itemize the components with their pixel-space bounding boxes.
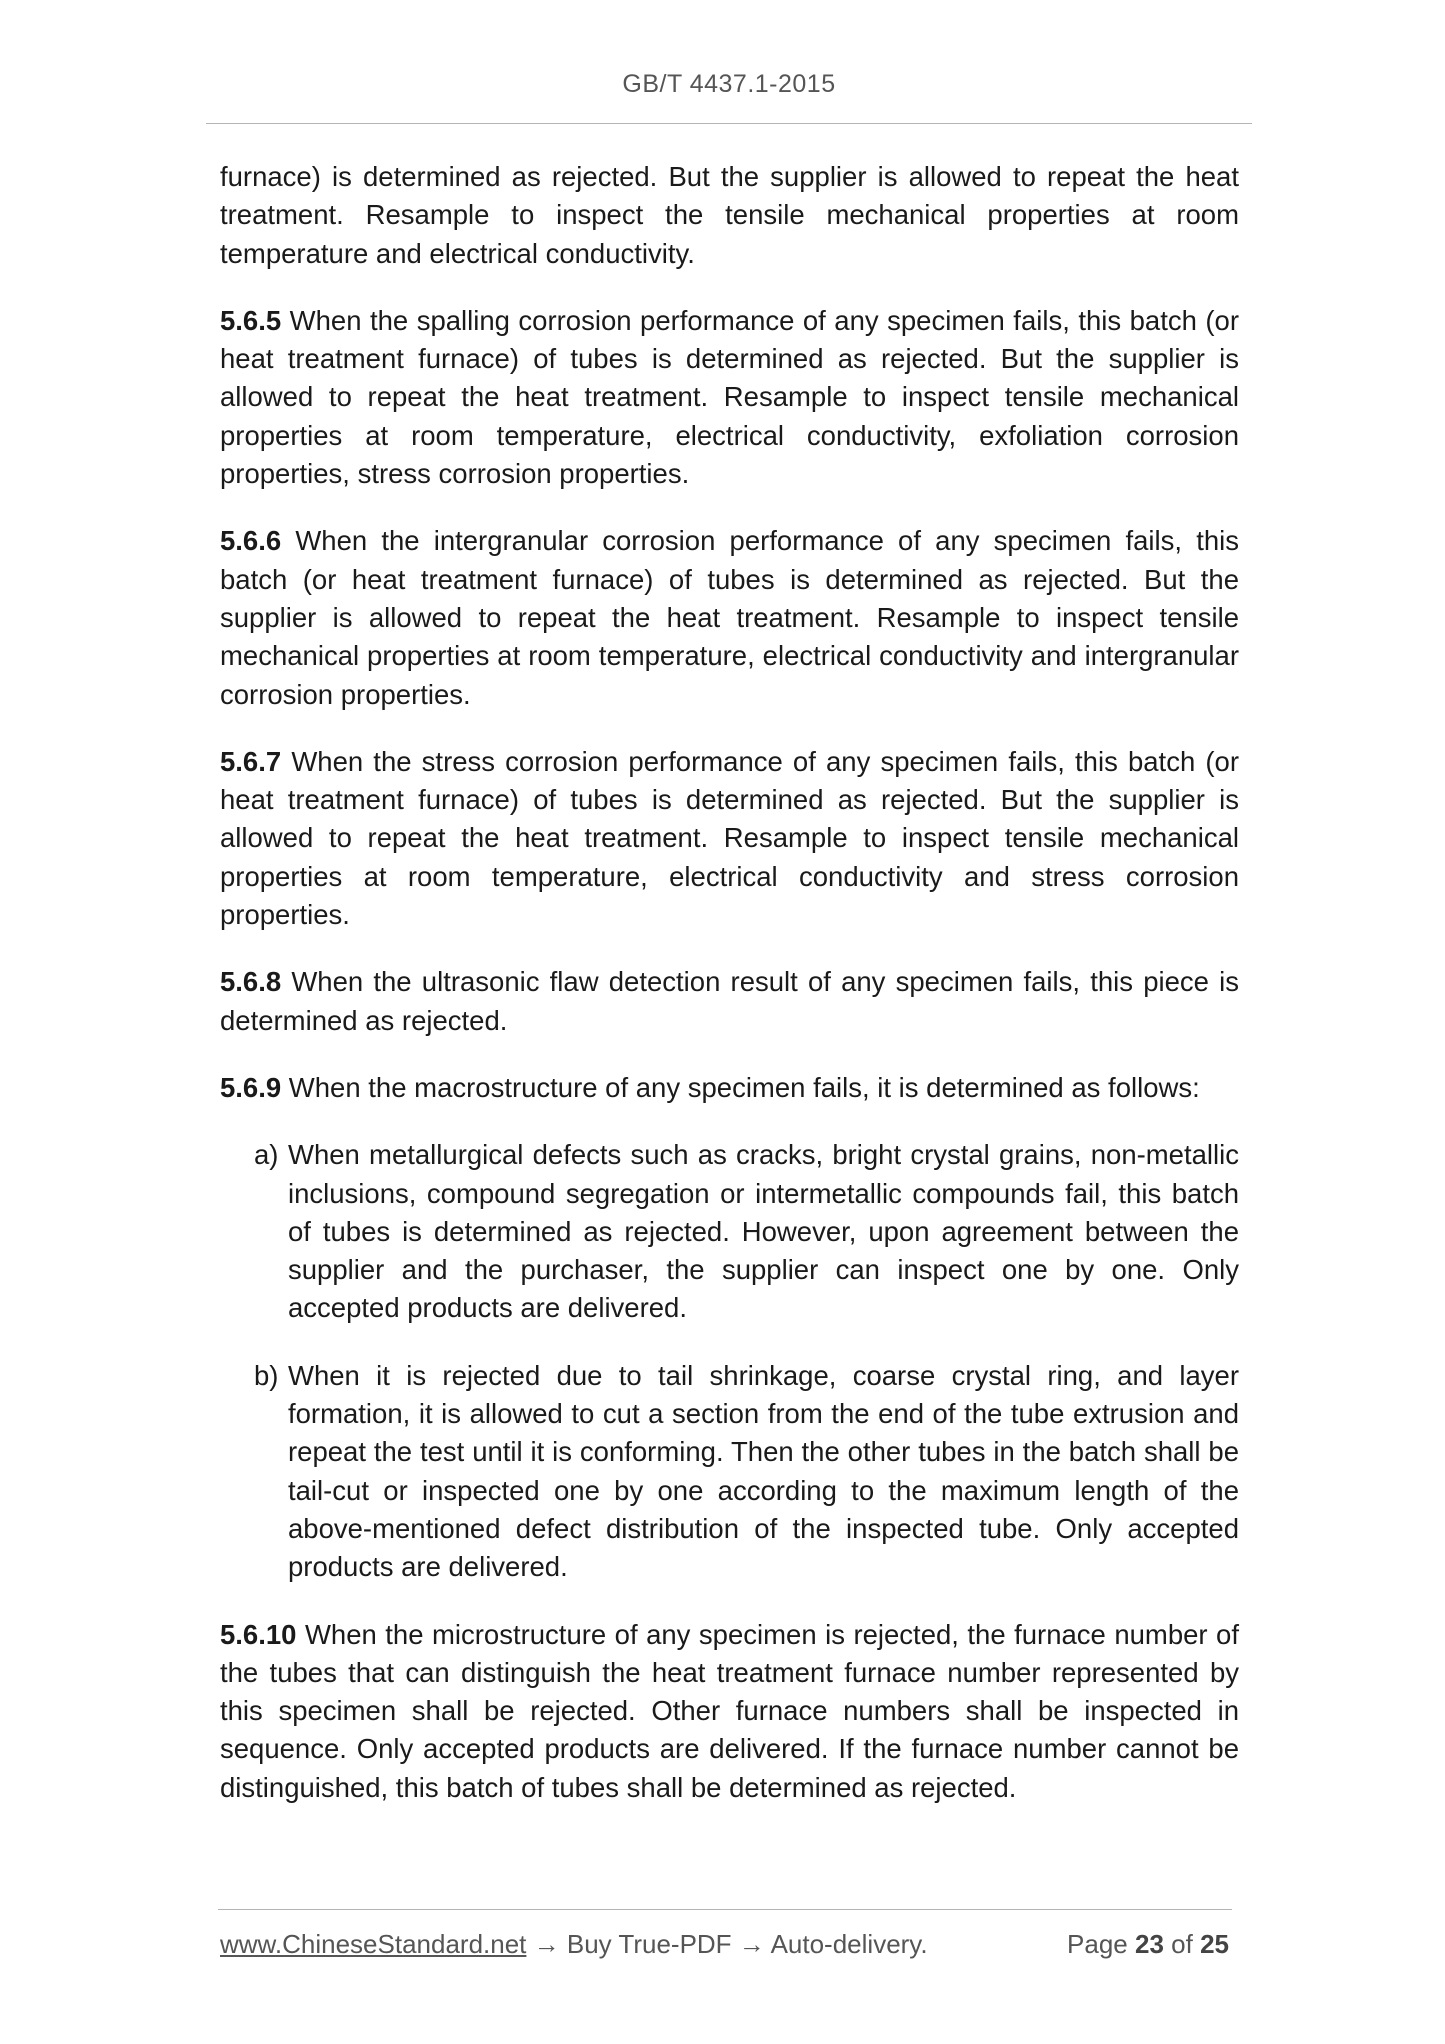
clause-number: 5.6.7 <box>220 745 282 777</box>
list-marker: a) <box>254 1139 279 1171</box>
list-item-text: When it is rejected due to tail shrinkage, coarse crystal ring, and layer formation, it is allowed to cut a section from the end of the tube extrusion and repeat the test until it is conforming. Then the other tubes in the batch shall be tail-cut or inspected one by one according to the maximum length of the above-mentioned defect distribution of the inspected tube. Only accepted products are delivered. <box>288 1359 1239 1583</box>
list-marker: b) <box>254 1359 279 1391</box>
clause-text: When the intergranular corrosion performance of any specimen fails, this batch (or heat treatment furnace) of tubes is determined as rejected. But the supplier is allowed to repeat the heat treatment. Resample to inspect tensile mechanical properties at room temperature, electrical conductivity and intergranular corrosion properties. <box>220 525 1239 710</box>
clause-number: 5.6.5 <box>220 304 282 336</box>
site-link[interactable]: www.ChineseStandard.net <box>220 1929 527 1959</box>
clause-text: When the microstructure of any specimen is rejected, the furnace number of the tubes that can distinguish the heat treatment furnace number represented by this specimen shall be rejected. Other furnace numbers shall be inspected in sequence. Only accepted products are delivered. If the furnace number cannot be distinguished, this batch of tubes shall be determined as rejected. <box>220 1618 1239 1803</box>
of-label: of <box>1171 1929 1193 1959</box>
clause-text: When the ultrasonic flaw detection result of any specimen fails, this piece is determined as rejected. <box>220 966 1239 1036</box>
footer-divider <box>218 1909 1232 1910</box>
footer-link-line <box>220 1929 928 1960</box>
footer-tagline: → Buy True-PDF → Auto-delivery. <box>526 1929 928 1959</box>
clause-number: 5.6.10 <box>220 1618 297 1650</box>
clause-5-6-10 <box>220 1616 1239 1807</box>
clause-number: 5.6.6 <box>220 525 282 557</box>
page-number <box>1067 1929 1229 1960</box>
list-item-text: When metallurgical defects such as cracks, bright crystal grains, non-metallic inclusions, compound segregation or intermetallic compounds fail, this batch of tubes is determined as rejected. However, upon agreement between the supplier and the purchaser, the supplier can inspect one by one. Only accepted products are delivered. <box>288 1139 1239 1324</box>
page-label: Page <box>1067 1929 1128 1959</box>
clause-text: When the stress corrosion performance of any specimen fails, this batch (or heat treatment furnace) of tubes is determined as rejected. But the supplier is allowed to repeat the heat treatment. Resample to inspect tensile mechanical properties at room temperature, electrical conductivity and stress corrosion properties. <box>220 745 1239 931</box>
document-body <box>220 158 1239 1836</box>
clause-5-6-7 <box>220 743 1239 934</box>
intro-paragraph: furnace) is determined as rejected. But the supplier is allowed to repeat the heat treatment. Resample to inspect the tensile mechanical properties at room temperature and electrical conductivity. <box>220 161 1239 269</box>
list-item-b <box>220 1357 1239 1587</box>
list-item-a <box>220 1136 1239 1327</box>
clause-text: When the macrostructure of any specimen fails, it is determined as follows: <box>281 1071 1200 1103</box>
document-id-header: GB/T 4437.1-2015 <box>622 70 836 98</box>
clause-5-6-8 <box>220 963 1239 1040</box>
clause-number: 5.6.9 <box>220 1071 282 1103</box>
clause-5-6-9 <box>220 1069 1239 1107</box>
clause-text: When the spalling corrosion performance of any specimen fails, this batch (or heat treatment furnace) of tubes is determined as rejected. But the supplier is allowed to repeat the heat treatment. Resample to inspect tensile mechanical properties at room temperature, electrical conductivity, exfoliation corrosion properties, stress corrosion properties. <box>220 304 1239 490</box>
page-total: 25 <box>1200 1929 1229 1959</box>
clause-number: 5.6.8 <box>220 966 282 998</box>
header-divider <box>206 123 1252 124</box>
clause-5-6-5 <box>220 302 1239 493</box>
page-current: 23 <box>1135 1929 1164 1959</box>
clause-5-6-6 <box>220 522 1239 713</box>
